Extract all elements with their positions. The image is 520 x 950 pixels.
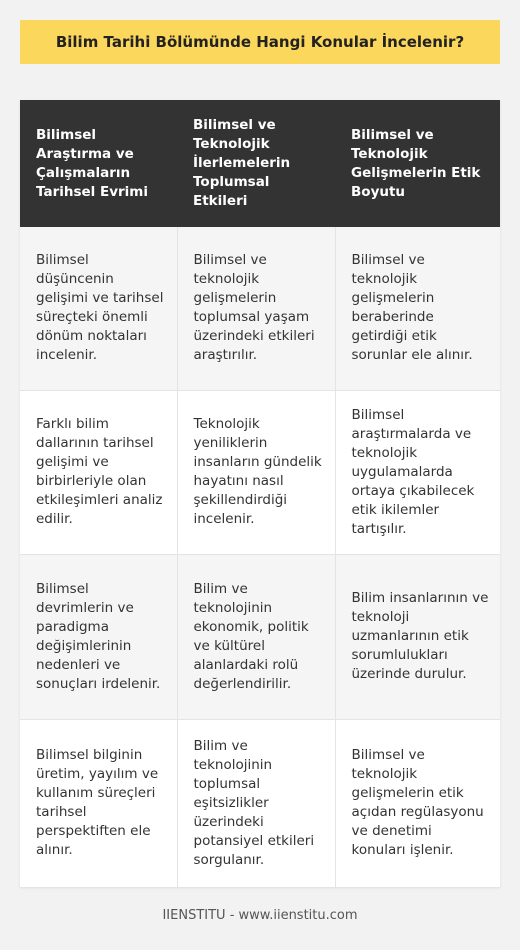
footer-credit: IIENSTITU - www.iienstitu.com: [162, 908, 358, 923]
table-cell: Teknolojik yeniliklerin insanların gündelik hayatını nasıl şekillendirdiği incelenir.: [177, 390, 335, 554]
table-row: [20, 554, 500, 719]
topics-table: [20, 100, 500, 888]
table-row: [20, 390, 500, 554]
column-header-social-impacts: Bilimsel ve Teknolojik İlerlemelerin Toplumsal Etkileri: [177, 100, 335, 227]
table-row: [20, 719, 500, 887]
table-cell: Bilim insanlarının ve teknoloji uzmanlarının etik sorumlulukları üzerinde durulur.: [335, 554, 500, 719]
table-cell: Bilimsel bilginin üretim, yayılım ve kullanım süreçleri tarihsel perspektiften ele alınır.: [20, 719, 177, 887]
table-cell: Bilimsel araştırmalarda ve teknolojik uygulamalarda ortaya çıkabilecek etik ikilemler tartışılır.: [335, 390, 500, 554]
table-row: [20, 227, 500, 390]
table-cell: Bilimsel düşüncenin gelişimi ve tarihsel süreçteki önemli dönüm noktaları incelenir.: [20, 227, 177, 390]
table-cell: Farklı bilim dallarının tarihsel gelişimi ve birbirleriyle olan etkileşimleri analiz edilir.: [20, 390, 177, 554]
topics-table-container: [20, 100, 500, 887]
column-header-ethical-dimension: Bilimsel ve Teknolojik Gelişmelerin Etik Boyutu: [335, 100, 500, 227]
table-cell: Bilimsel ve teknolojik gelişmelerin beraberinde getirdiği etik sorunlar ele alınır.: [335, 227, 500, 390]
table-cell: Bilimsel devrimlerin ve paradigma değişimlerinin nedenleri ve sonuçları irdelenir.: [20, 554, 177, 719]
table-cell: Bilimsel ve teknolojik gelişmelerin toplumsal yaşam üzerindeki etkileri araştırılır.: [177, 227, 335, 390]
table-cell: Bilimsel ve teknolojik gelişmelerin etik açıdan regülasyonu ve denetimi konuları işlenir.: [335, 719, 500, 887]
page-title: Bilim Tarihi Bölümünde Hangi Konular İncelenir?: [55, 33, 465, 51]
table-cell: Bilim ve teknolojinin toplumsal eşitsizlikler üzerindeki potansiyel etkileri sorgulanır.: [177, 719, 335, 887]
title-banner: [20, 20, 500, 64]
table-header-row: [20, 100, 500, 227]
column-header-historical-evolution: Bilimsel Araştırma ve Çalışmaların Tarihsel Evrimi: [20, 100, 177, 227]
table-cell: Bilim ve teknolojinin ekonomik, politik ve kültürel alanlardaki rolü değerlendirilir.: [177, 554, 335, 719]
